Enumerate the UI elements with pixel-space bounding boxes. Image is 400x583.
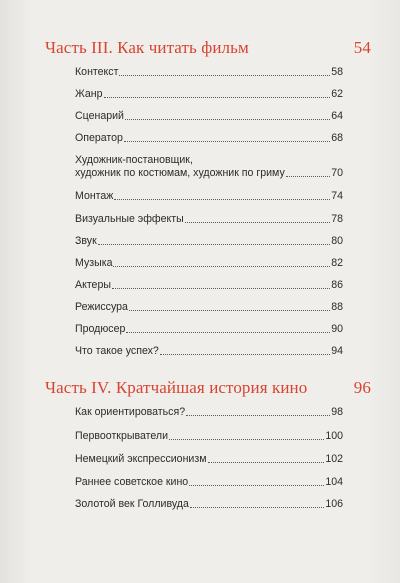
toc-entry [75,406,343,419]
toc-entry [75,430,343,443]
leader-dots [113,266,330,267]
toc-entry [75,345,343,358]
part-4-heading [45,378,371,398]
toc-entry [75,66,343,79]
toc-entry-title: Музыка [75,257,113,269]
toc-entry-page: 98 [331,406,343,418]
leader-dots [126,332,330,333]
leader-dots [190,507,324,508]
part-4-title: Часть IV. Кратчайшая история кино [45,378,308,397]
toc-entry-title: Что такое успех? [75,345,159,357]
part-4-page: 96 [353,378,371,397]
leader-dots [104,97,331,98]
toc-entry-page: 104 [325,476,343,488]
toc-entry-page: 100 [325,430,343,442]
toc-entry-page: 106 [325,498,343,510]
toc-entry [75,476,343,489]
toc-entry-title: Режиссура [75,301,128,313]
toc-entry-title: Сценарий [75,110,124,122]
leader-dots [129,310,330,311]
toc-entry-page: 58 [331,66,343,78]
toc-entry-title: Как ориентироваться? [75,406,186,418]
toc-entry-page: 94 [331,345,343,357]
leader-dots [208,462,325,463]
leader-dots [125,119,330,120]
toc-entry [75,110,343,123]
part-3-page: 54 [353,38,371,57]
toc-entry [75,190,343,203]
toc-entry-title: Раннее советское кино [75,476,189,488]
toc-entry-title: Первооткрыватели [75,430,168,442]
toc-entry-page: 64 [331,110,343,122]
toc-entry [75,323,343,336]
toc-entry-page: 70 [331,167,343,179]
leader-dots [112,288,330,289]
part-3-title: Часть III. Как читать фильм [45,38,249,57]
toc-entry [75,235,343,248]
toc-entry-title: Золотой век Голливуда [75,498,189,510]
toc-entry-title: Звук [75,235,97,247]
toc-entry [75,257,343,270]
toc-entry-title: Жанр [75,88,103,100]
leader-dots [114,199,330,200]
toc-entry-page: 90 [331,323,343,335]
leader-dots [169,439,324,440]
toc-entry-title: Монтаж [75,190,114,202]
toc-entry [75,498,343,511]
leader-dots [286,176,330,177]
toc-entry-page: 74 [331,190,343,202]
toc-entry [75,279,343,292]
toc-entry-page: 86 [331,279,343,291]
leader-dots [185,222,330,223]
leader-dots [124,141,330,142]
toc-entry-title: Визуальные эффекты [75,213,184,225]
toc-entry-title: Оператор [75,132,123,144]
toc-entry-title: Контекст [75,66,119,78]
toc-entry-page: 102 [325,453,343,465]
leader-dots [160,354,330,355]
part-3-heading [45,38,371,58]
toc-entry-page: 80 [331,235,343,247]
leader-dots [189,485,324,486]
toc-entry-page: 62 [331,88,343,100]
toc-entry [75,88,343,101]
toc-entry-title-line1: Художник-постановщик, [75,154,193,166]
toc-entry-multiline [75,154,343,180]
leader-dots [119,75,330,76]
toc-entry-page: 78 [331,213,343,225]
toc-entry-page: 88 [331,301,343,313]
toc-entry [75,301,343,314]
toc-entry-title-line2: художник по костюмам, художник по гриму [75,167,285,179]
leader-dots [186,415,330,416]
toc-entry-title: Продюсер [75,323,126,335]
toc-entry-title: Актеры [75,279,111,291]
toc-entry-page: 82 [331,257,343,269]
toc-entry-page: 68 [331,132,343,144]
toc-entry [75,132,343,145]
toc-entry-title: Немецкий экспрессионизм [75,453,207,465]
toc-entry [75,453,343,466]
toc-entry [75,213,343,226]
leader-dots [98,244,330,245]
